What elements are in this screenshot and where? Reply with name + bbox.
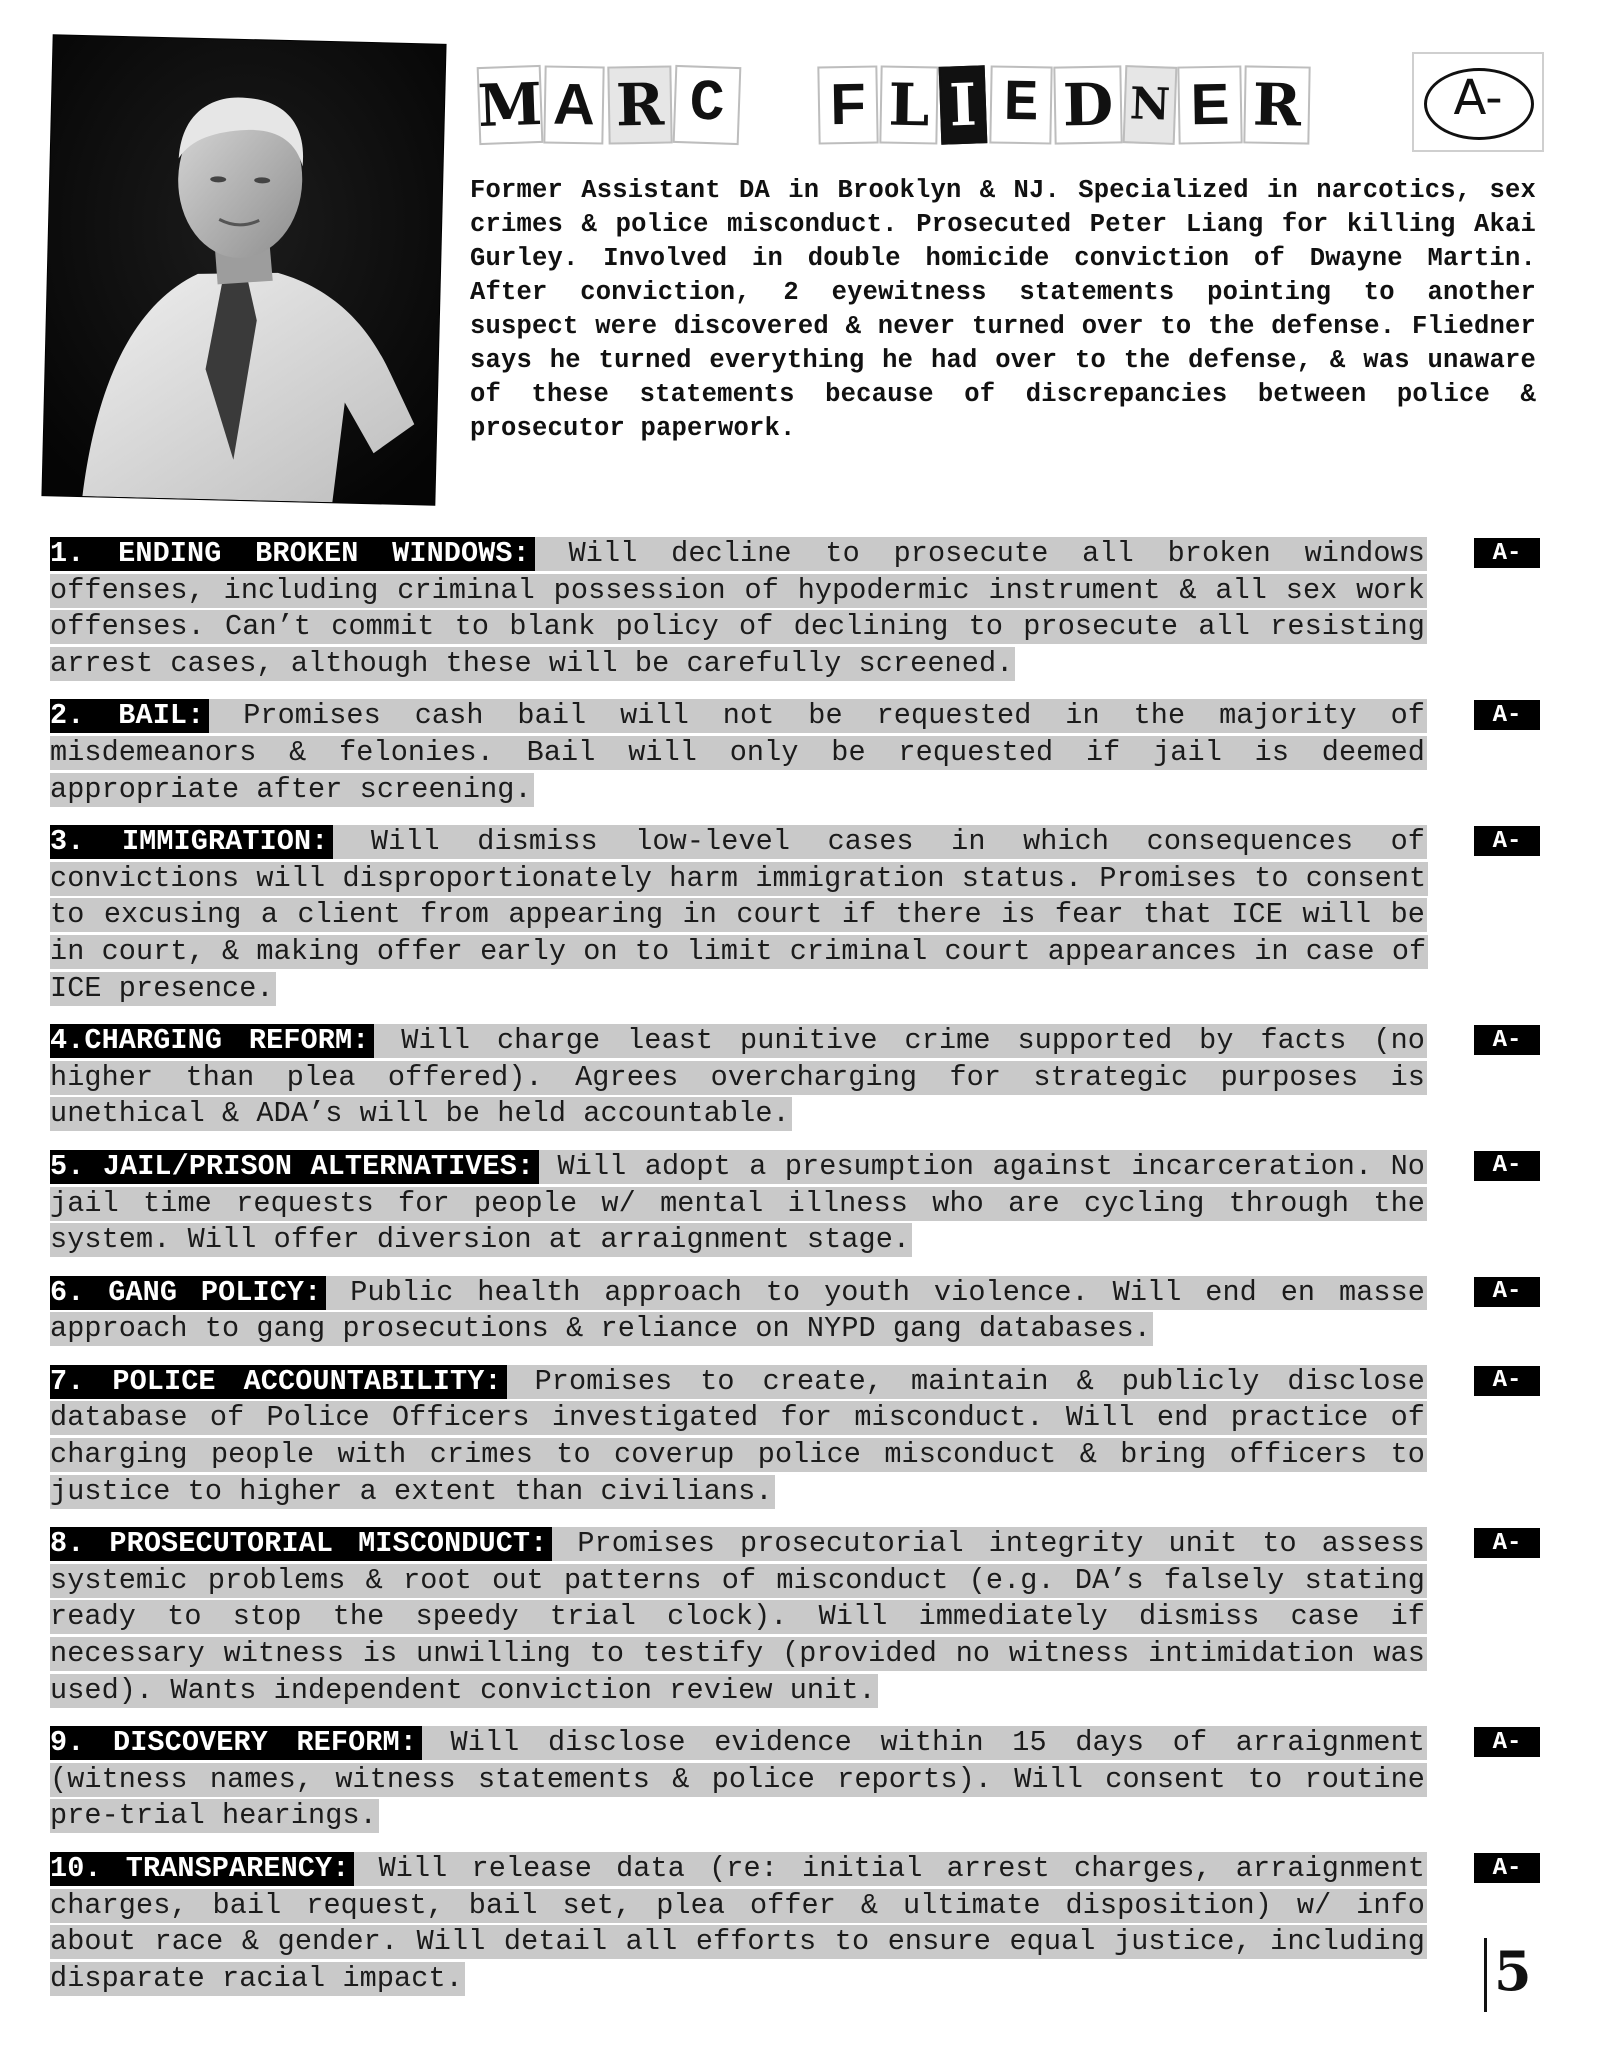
policy-grade: A- xyxy=(1474,1277,1540,1307)
policy-text: Promises prosecutorial integrity unit to assess systemic problems & root out patterns of misconduct (e.g. DA’s falsely stating ready to stop the speedy trial clock). Will immediately dismiss case if necessary witness is unwilling to testify (provided no witness intimidation was used). Wants independent conviction review unit. xyxy=(50,1527,1426,1707)
policy-grade: A- xyxy=(1474,1366,1540,1396)
policy-text: Promises to create, maintain & publicly disclose database of Police Officers investigated for misconduct. Will end practice of charging people with crimes to coverup police misconduct & bring officers to justice to higher a extent than civilians. xyxy=(50,1364,1425,1508)
candidate-photo xyxy=(42,35,445,504)
policy-label: 8. PROSECUTORIAL MISCONDUCT: xyxy=(50,1527,552,1561)
policy-text: Promises cash bail will not be requested in the majority of misdemeanors & felonies. Bail will only be requested if jail is deemed appropriate after screening. xyxy=(50,699,1426,806)
name-letter: D xyxy=(1053,65,1122,144)
candidate-bio: Former Assistant DA in Brooklyn & NJ. Specialized in narcotics, sex crimes & police misconduct. Prosecuted Peter Liang for killing Akai Gurley. Involved in double homicide conviction of Dwayne Martin. After conviction, 2 eyewitness statements pointing to another suspect were discovered & never turned over to the defense. Fliedner says he turned everything he had over to the defense, & was unaware of these statements because of discrepancies between police & prosecutor paperwork. xyxy=(470,176,1536,443)
policy-text: Will adopt a presumption against incarceration. No jail time requests for people w/ mental illness who are cycling through the system. Will offer diversion at arraignment stage. xyxy=(50,1149,1425,1257)
policy-label: 5. JAIL/PRISON ALTERNATIVES: xyxy=(50,1150,539,1184)
policy-label: 4.CHARGING REFORM: xyxy=(50,1024,374,1058)
policy-text: Will charge least punitive crime supported by facts (no higher than plea offered). Agrees overcharging for strategic purposes is unethical & ADA’s will be held accountable. xyxy=(50,1024,1426,1131)
policy-label: 10. TRANSPARENCY: xyxy=(50,1852,354,1886)
policy-item xyxy=(50,536,1540,682)
name-letter: R xyxy=(607,65,672,144)
name-letter: R xyxy=(1243,65,1310,144)
name-letter: E xyxy=(989,65,1052,144)
policy-item xyxy=(50,698,1540,808)
policy-item xyxy=(50,1149,1540,1259)
policy-grade: A- xyxy=(1474,1528,1540,1558)
name-letter: A xyxy=(543,65,604,144)
policy-item xyxy=(50,1023,1540,1133)
name-letter: N xyxy=(1123,65,1178,145)
policy-label: 7. POLICE ACCOUNTABILITY: xyxy=(50,1365,507,1399)
policy-text: Public health approach to youth violence. Will end en masse approach to gang prosecutions & reliance on NYPD gang databases. xyxy=(50,1275,1426,1346)
policy-grade: A- xyxy=(1474,1025,1540,1055)
page-number-divider xyxy=(1484,1938,1487,2012)
policy-item xyxy=(50,1275,1540,1348)
policy-item xyxy=(50,1851,1540,2003)
policy-grade: A- xyxy=(1474,700,1540,730)
policy-list xyxy=(50,536,1540,2003)
policy-label: 9. DISCOVERY REFORM: xyxy=(50,1726,422,1760)
overall-grade xyxy=(1412,52,1544,152)
name-letter: M xyxy=(477,65,544,145)
policy-grade: A- xyxy=(1474,826,1540,856)
policy-grade: A- xyxy=(1474,1853,1540,1883)
policy-text: Will dismiss low-level cases in which consequences of convictions will disproportionately harm immigration status. Promises to consent to excusing a client from appearing in court if there is fear that ICE will be in court, & making offer early on to limit criminal court appearances in case of ICE presence. xyxy=(50,825,1427,1005)
policy-item xyxy=(50,824,1540,1007)
policy-label: 3. IMMIGRATION: xyxy=(50,825,333,859)
policy-grade: A- xyxy=(1474,1727,1540,1757)
policy-text: Will disclose evidence within 15 days of arraignment (witness names, witness statements & police reports). Will consent to routine pre-trial hearings. xyxy=(50,1726,1426,1833)
policy-text: Will release data (re: initial arrest charges, arraignment charges, bail request, bail set, plea offer & ultimate disposition) w/ info about race & gender. Will detail all efforts to ensure equal justice, including disparate racial impact. xyxy=(50,1852,1425,1995)
policy-item xyxy=(50,1526,1540,1709)
policy-label: 6. GANG POLICY: xyxy=(50,1276,326,1310)
page-number xyxy=(1480,1938,1540,2018)
policy-grade: A- xyxy=(1474,1151,1540,1181)
name-letter: C xyxy=(673,65,742,145)
policy-label: 1. ENDING BROKEN WINDOWS: xyxy=(50,537,535,571)
policy-grade: A- xyxy=(1474,538,1540,568)
name-letter: I xyxy=(939,65,988,145)
policy-item xyxy=(50,1725,1540,1835)
overall-grade-text: A- xyxy=(1453,70,1503,126)
policy-item xyxy=(50,1364,1540,1510)
candidate-name xyxy=(478,66,1388,146)
name-letter: F xyxy=(817,65,878,144)
policy-text: Will decline to prosecute all broken windows offenses, including criminal possession of hypodermic instrument & all sex work offenses. Can’t commit to blank policy of declining to prosecute all resisting arrest cases, although these will be carefully screened. xyxy=(50,537,1425,680)
name-letter: L xyxy=(879,65,938,144)
name-letter: E xyxy=(1177,65,1242,144)
policy-label: 2. BAIL: xyxy=(50,699,209,733)
page-number-text: 5 xyxy=(1494,1939,1532,2003)
